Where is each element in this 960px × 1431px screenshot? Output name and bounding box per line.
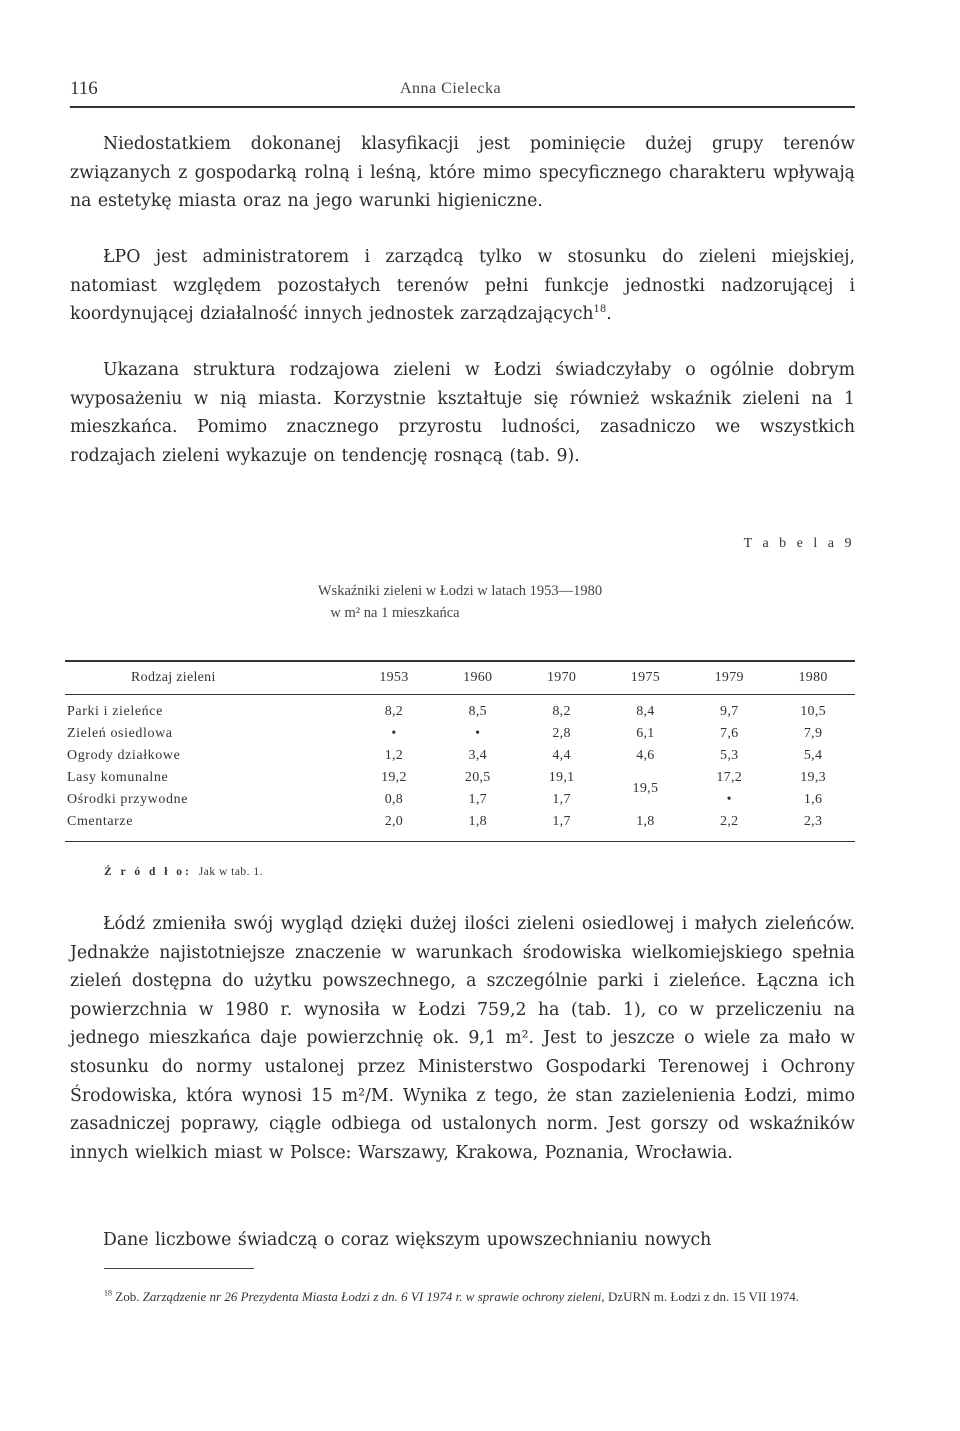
table-cell: 1,7 <box>552 792 571 807</box>
row-label: Cmentarze <box>67 814 134 829</box>
table-cell: 9,7 <box>720 704 739 719</box>
table-cell: 1,2 <box>384 748 404 763</box>
table-cell: 17,2 <box>716 770 743 785</box>
table-cell: 7,6 <box>720 726 739 741</box>
table-row <box>65 695 855 724</box>
table-header-row <box>65 661 855 695</box>
row-label: Ogrody działkowe <box>67 748 181 763</box>
table-row <box>65 767 855 789</box>
source-label: Ź r ó d ł o: <box>104 866 192 878</box>
column-header: 1979 <box>714 670 744 685</box>
table-source <box>104 866 263 878</box>
table-cell: 2,3 <box>803 814 823 829</box>
table-cell: 19,1 <box>548 770 575 785</box>
table-cell: 0,8 <box>384 792 404 807</box>
table-title-line2: w m² na 1 mieszkańca <box>330 605 460 621</box>
column-header: 1960 <box>463 670 493 685</box>
footnote <box>70 1286 855 1308</box>
table-cell: 8,2 <box>384 704 404 719</box>
table-cell: 2,8 <box>552 726 571 741</box>
running-author: Anna Cielecka <box>400 80 502 97</box>
source-text: Jak w tab. 1. <box>198 866 264 878</box>
column-header: 1953 <box>379 670 409 685</box>
table-cell: 1,6 <box>803 792 823 807</box>
footnote-rule <box>104 1268 254 1269</box>
table-cell: • <box>475 726 481 741</box>
column-header: 1975 <box>630 670 660 685</box>
table-cell: 1,8 <box>636 814 655 829</box>
paragraph-5 <box>70 1226 855 1255</box>
table-cell: 4,4 <box>552 748 571 763</box>
table-cell: 2,0 <box>384 814 404 829</box>
table-cell: 1,7 <box>468 792 487 807</box>
table-label: T a b e l a 9 <box>743 536 855 551</box>
table-cell: 5,3 <box>720 748 739 763</box>
row-label: Zieleń osiedlowa <box>67 726 173 741</box>
table-cell: 19,2 <box>381 770 407 785</box>
footnote-suffix: DzURN m. Łodzi z dn. 15 VII 1974. <box>607 1289 800 1304</box>
table-cell: 1,7 <box>552 814 571 829</box>
table-cell: 20,5 <box>464 770 491 785</box>
table-cell: 4,6 <box>636 748 655 763</box>
running-header <box>70 78 855 102</box>
table-cell: 5,4 <box>803 748 823 763</box>
table-title <box>180 580 740 624</box>
table-cell-merged: 19,5 <box>632 781 659 796</box>
table-cell: • <box>726 792 732 807</box>
paragraph-3-text: Ukazana struktura rodzajowa zieleni w Łodzi świadczyłaby o ogólnie dobrym wyposażeniu w nią miasta. Korzystnie kształtuje się również wskaźnik zieleni na 1 mieszkańca. Pomimo znacznego przyrostu ludności, zasadniczo we wszystkich rodzajach zieleni wykazuje on tendencję rosnącą (tab. 9). <box>70 360 855 466</box>
table-cell: 8,4 <box>636 704 655 719</box>
paragraph-1 <box>70 130 855 216</box>
paragraph-1-text: Niedostatkiem dokonanej klasyfikacji jest pominięcie dużej grupy terenów związanych z gospodarką rolną i leśną, które mimo specyficznego charakteru wpływają na estetykę miasta oraz na jego warunki higieniczne. <box>70 134 855 212</box>
table-row <box>65 789 855 811</box>
paragraph-3 <box>70 356 855 470</box>
row-label: Parki i zieleńce <box>67 704 163 719</box>
column-header: 1970 <box>546 670 577 685</box>
footnote-ref: 18 <box>593 304 607 316</box>
table-cell: 10,5 <box>800 704 826 719</box>
table-row <box>65 745 855 767</box>
footnote-title: Zarządzenie nr 26 Prezydenta Miasta Łodzi z dn. 6 VI 1974 r. w sprawie ochrony zieleni, <box>142 1289 605 1304</box>
table-cell: • <box>391 726 397 741</box>
table-cell: 1,8 <box>468 814 487 829</box>
table-cell: 7,9 <box>803 726 823 741</box>
row-label: Ośrodki przywodne <box>67 792 189 807</box>
footnote-number: 18 <box>104 1288 112 1298</box>
paragraph-4 <box>70 910 855 1167</box>
table-cell: 19,3 <box>800 770 826 785</box>
footnote-prefix: Zob. <box>115 1289 140 1304</box>
table-title-line1: Wskaźniki zieleni w Łodzi w latach 1953—1980 <box>317 583 603 599</box>
table-cell: 3,4 <box>468 748 487 763</box>
column-header: Rodzaj zieleni <box>131 670 216 685</box>
table-cell: 8,5 <box>468 704 487 719</box>
table-cell: 6,1 <box>636 726 655 741</box>
table-row <box>65 723 855 745</box>
row-label: Lasy komunalne <box>67 770 169 785</box>
table-cell: 8,2 <box>552 704 571 719</box>
green-index-table <box>65 660 855 842</box>
paragraph-5-text: Dane liczbowe świadczą o coraz większym upowszechnianiu nowych <box>103 1230 712 1250</box>
paragraph-4-text: Łódź zmieniła swój wygląd dzięki dużej ilości zieleni osiedlowej i małych zieleńców. Jednakże najistotniejsze znaczenie w warunkach środowiska wielkomiejskiego spełnia zieleń dostępna do użytku powszechnego, a szczególnie parki i zieleńce. Łączna ich powierzchnia w 1980 r. wynosiła w Łodzi 759,2 ha (tab. 1), co w przeliczeniu na jednego mieszkańca daje powierzchnię ok. 9,1 m². Jest to jeszcze o wiele za mało w stosunku do normy ustalonej przez Ministerstwo Gospodarki Terenowej i Ochrony Środowiska, która wynosi 15 m²/M. Wynika z tego, że stan zazielenienia Łodzi, mimo zasadniczej poprawy, ciągle odbiega od ustalonych norm. Jest gorszy od wskaźników innych wielkich miast w Polsce: Warszawy, Krakowa, Poznania, Wrocławia. <box>70 914 855 1163</box>
table-cell: 2,2 <box>720 814 739 829</box>
header-rule <box>70 106 855 108</box>
column-header: 1980 <box>798 670 828 685</box>
paragraph-2: ŁPO jest administratorem i zarządcą tylko w stosunku do zieleni miejskiej, natomiast względem pozostałych terenów pełni funkcje jednostki nadzorującej i koordynującej działalność innych jednostek zarządzających$^{18}$. <box>70 247 855 325</box>
table-row <box>65 811 855 842</box>
paragraph-2-text: ŁPO jest administratorem i zarządcą tylko w stosunku do zieleni miejskiej, natomiast względem pozostałych terenów pełni funkcje jednostki nadzorującej i koordynującej działalność innych jednostek zarządzających <box>70 247 855 325</box>
page-number: 116 <box>70 78 98 99</box>
